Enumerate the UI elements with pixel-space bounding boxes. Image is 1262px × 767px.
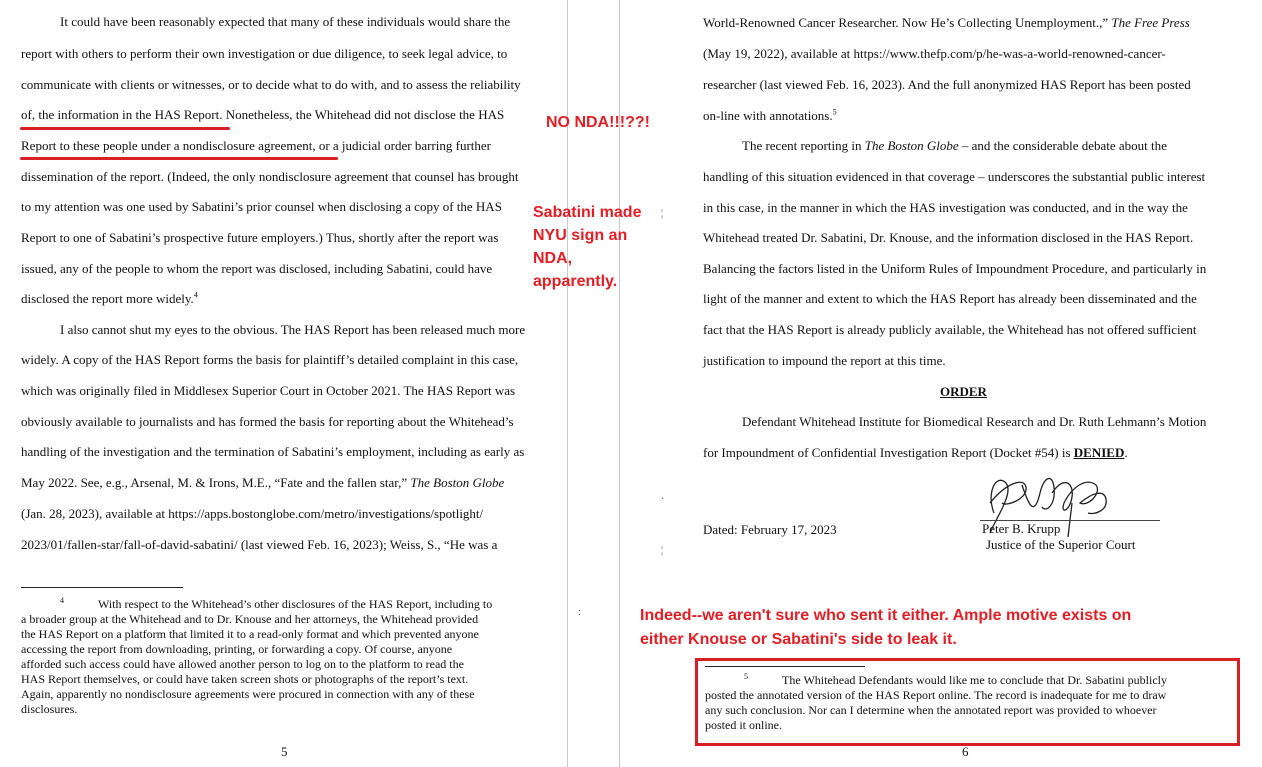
footnote-line: Again, apparently no nondisclosure agreements were procured in connection with any of these	[21, 687, 475, 701]
scan-speck: :	[578, 607, 581, 618]
publication-title: The Boston Globe	[410, 475, 505, 490]
denied-ruling: DENIED	[1073, 445, 1125, 460]
body-line: justification to impound the report at this time.	[703, 353, 946, 368]
annotation-line: NDA,	[533, 250, 573, 267]
footnote-line: the HAS Report on a platform that limited it to a read-only format and which prevented anyone	[21, 627, 479, 641]
footnote-separator	[21, 587, 183, 588]
body-line-with-footnote	[21, 291, 198, 307]
body-text: World-Renowned Cancer Researcher. Now He’s Collecting Unemployment.,”	[703, 15, 1109, 30]
annotation-line: NYU sign an	[533, 227, 628, 244]
footnote-line: posted it online.	[705, 718, 782, 732]
footnote-line: a broader group at the Whitehead and to Dr. Knouse and her attorneys, the Whitehead provided	[21, 612, 479, 626]
footnote-line: HAS Report themselves, or could have taken screen shots or photographs of the report’s text.	[21, 672, 469, 686]
annotation-leak-motive	[640, 604, 1131, 652]
scan-speck: ¦	[661, 545, 664, 556]
body-line-citation	[742, 138, 1167, 154]
body-line: which was originally filed in Middlesex Superior Court in October 2021. The HAS Report was	[21, 383, 516, 398]
annotation-sabatini-nda	[533, 201, 641, 293]
body-line: dissemination of the report. (Indeed, the only nondisclosure agreement that counsel has brought	[21, 169, 519, 184]
body-text: May 2022. See, e.g., Arsenal, M. & Irons, M.E., “Fate and the fallen star,”	[21, 475, 408, 490]
footnote-text: With respect to the Whitehead’s other disclosures of the HAS Report, including to	[98, 597, 493, 611]
body-line-citation	[703, 15, 1190, 31]
body-line: obviously available to journalists and has formed the basis for reporting about the Whitehead’s	[21, 414, 514, 429]
annotation-line: Indeed--we aren't sure who sent it either. Ample motive exists on	[640, 607, 1132, 624]
body-line: handling of this situation evidenced in that coverage – underscores the substantial public interest	[703, 169, 1206, 184]
body-line: in this case, in the manner in which the HAS investigation was conducted, and in the way the	[703, 200, 1188, 215]
body-line: Report to these people under a nondisclosure agreement, or a judicial order barring further	[21, 138, 491, 153]
red-underline-mark	[20, 127, 230, 130]
body-text: The recent reporting in	[742, 138, 862, 153]
body-line: Report to one of Sabatini’s prospective future employers.) Thus, shortly after the report was	[21, 230, 499, 245]
footnote-line	[60, 597, 492, 611]
body-line: handling of the investigation and the termination of Sabatini’s employment, including as early as	[21, 444, 525, 459]
judge-name: Peter B. Krupp	[982, 521, 1061, 536]
annotation-line: Sabatini made	[533, 204, 642, 221]
body-line: It could have been reasonably expected that many of these individuals would share the	[60, 14, 511, 29]
body-line-citation	[21, 475, 504, 491]
body-line: researcher (last viewed Feb. 16, 2023). And the full anonymized HAS Report has been posted	[703, 77, 1191, 92]
body-text: .	[1124, 445, 1128, 460]
date-line: Dated: February 17, 2023	[703, 522, 837, 537]
judge-title: Justice of the Superior Court	[986, 537, 1136, 552]
body-line: communicate with clients or witnesses, or to decide what to do with, and to assess the reliability	[21, 77, 521, 92]
body-text: on-line with annotations.	[703, 108, 833, 123]
body-text: – and the considerable debate about the	[961, 138, 1167, 153]
annotation-no-nda: NO NDA!!!??!	[546, 114, 650, 131]
footnote-line: afforded such access could have allowed another person to log on to the platform to read the	[21, 657, 464, 671]
footnote-line: disclosures.	[21, 702, 78, 716]
order-line: Defendant Whitehead Institute for Biomedical Research and Dr. Ruth Lehmann’s Motion	[742, 414, 1207, 429]
publication-title: The Boston Globe	[864, 138, 959, 153]
body-line: (Jan. 28, 2023), available at https://apps.bostonglobe.com/metro/investigations/spotlight/	[21, 506, 484, 521]
body-line: widely. A copy of the HAS Report forms the basis for plaintiff’s detailed complaint in this case,	[21, 352, 519, 367]
body-line: report with others to perform their own investigation or due diligence, to seek legal advice, to	[21, 46, 508, 61]
page-number: 6	[962, 744, 969, 759]
body-text: disclosed the report more widely.	[21, 291, 194, 306]
footnote-ref: 4	[193, 290, 198, 300]
body-line: of, the information in the HAS Report. Nonetheless, the Whitehead did not disclose the HAS	[21, 107, 505, 122]
annotation-line: either Knouse or Sabatini's side to leak it.	[640, 631, 957, 648]
body-line: 2023/01/fallen-star/fall-of-david-sabatini/ (last viewed Feb. 16, 2023); Weiss, S., “He was a	[21, 537, 498, 552]
footnote-number: 5	[744, 672, 748, 681]
scan-speck: ·	[661, 494, 665, 505]
footnote-line: accessing the report from downloading, printing, or forwarding a copy. Of course, anyone	[21, 642, 453, 656]
body-line: light of the manner and extent to which the HAS Report has already been disseminated and the	[703, 291, 1197, 306]
page-number: 5	[281, 744, 288, 759]
footnote-line: any such conclusion. Nor can I determine when the annotated report was provided to whoever	[705, 703, 1157, 717]
footnote-ref: 5	[832, 107, 837, 117]
body-line: (May 19, 2022), available at https://www.thefp.com/p/he-was-a-world-renowned-cancer-	[703, 46, 1166, 61]
order-heading: ORDER	[940, 384, 987, 399]
footnote-line: posted the annotated version of the HAS Report online. The record is inadequate for me to draw	[705, 688, 1167, 702]
red-underline-mark	[20, 157, 338, 160]
footnote-text: The Whitehead Defendants would like me to conclude that Dr. Sabatini publicly	[782, 673, 1168, 687]
body-line: issued, any of the people to whom the report was disclosed, including Sabatini, could have	[21, 261, 493, 276]
body-line-with-footnote	[703, 108, 837, 124]
annotation-line: apparently.	[533, 273, 618, 290]
scan-speck: ¦	[661, 208, 664, 219]
red-highlight-box	[695, 658, 1240, 746]
body-line: to my attention was one used by Sabatini’s prior counsel when disclosing a copy of the HAS	[21, 199, 502, 214]
footnote-number: 4	[60, 596, 64, 605]
order-line	[703, 445, 1128, 461]
body-line: Whitehead treated Dr. Sabatini, Dr. Knouse, and the information disclosed in the HAS Report.	[703, 230, 1194, 245]
body-line: Balancing the factors listed in the Uniform Rules of Impoundment Procedure, and particularly in	[703, 261, 1207, 276]
publication-title: The Free Press	[1111, 15, 1190, 30]
body-line: I also cannot shut my eyes to the obvious. The HAS Report has been released much more	[60, 322, 526, 337]
body-line: fact that the HAS Report is already publicly available, the Whitehead has not offered sufficient	[703, 322, 1197, 337]
left-document-page	[0, 0, 562, 767]
body-text: for Impoundment of Confidential Investigation Report (Docket #54) is	[703, 445, 1071, 460]
